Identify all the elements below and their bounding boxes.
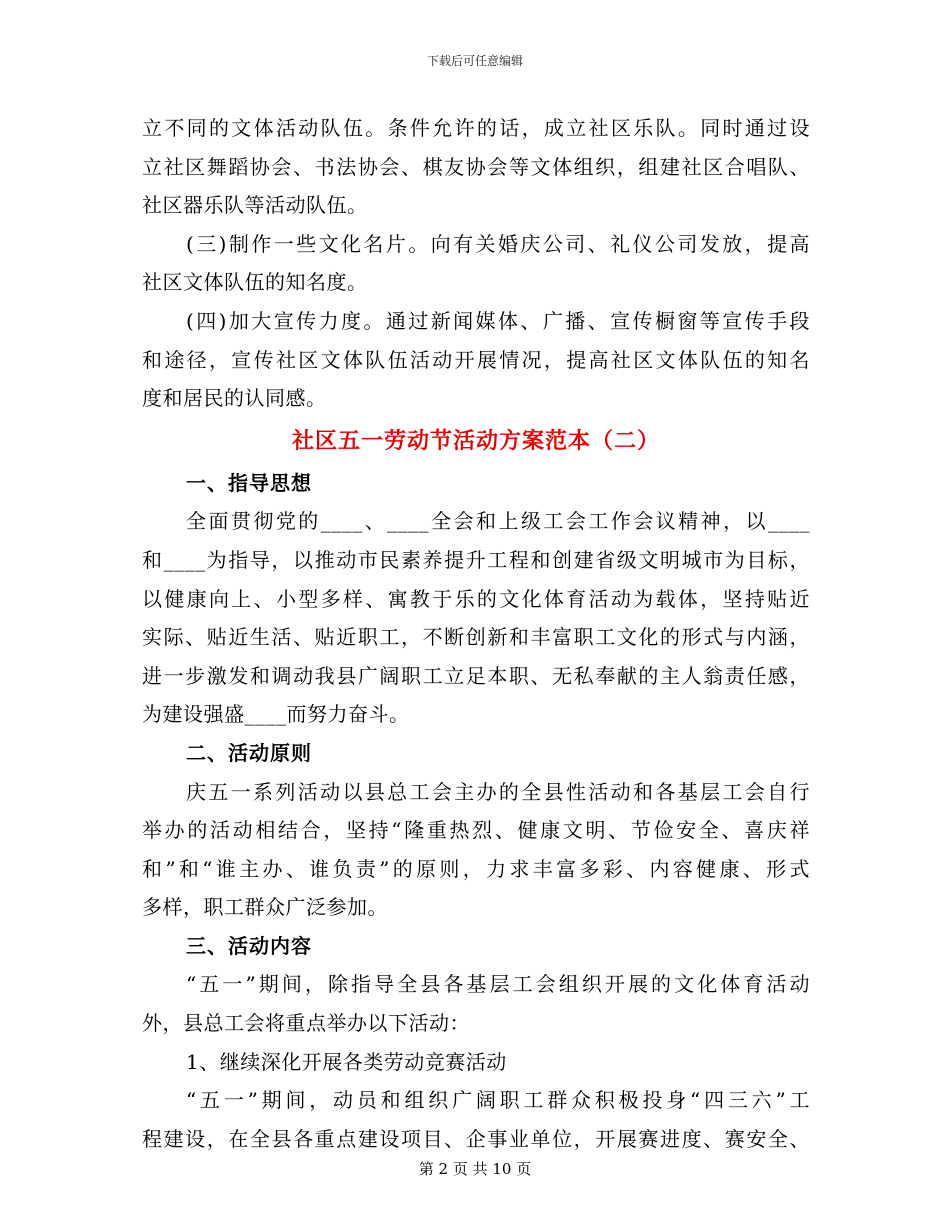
paragraph-teams: [142, 109, 810, 225]
text-line: 和”和“谁主办、谁负责”的原则，力求丰富多彩、内容健康、形式: [142, 856, 810, 881]
text-line: 1、继续深化开展各类劳动竞赛活动: [186, 1049, 507, 1074]
text-line: “五一”期间，动员和组织广阔职工群众积极投身“四三六”工: [186, 1088, 810, 1113]
text-line: 庆五一系列活动以县总工会主办的全县性活动和各基层工会自行: [186, 779, 810, 804]
text-line: 程建设，在全县各重点建设项目、企事业单位，开展赛进度、赛安全、: [142, 1126, 810, 1151]
text-line: 多样，职工群众广泛参加。: [142, 895, 388, 920]
text-line: 和____为指导，以推动市民素养提升工程和创建省级文明城市为目标，: [142, 547, 810, 572]
section-heading: 一、指导思想: [186, 470, 312, 495]
section-heading: 二、活动原则: [186, 740, 312, 765]
text-line: 以健康向上、小型多样、寓教于乐的文化体育活动为载体，坚持贴近: [142, 586, 810, 611]
paragraph-publicity: [142, 302, 810, 418]
paragraph-cards: [142, 225, 810, 302]
text-line: 为建设强盛____而努力奋斗。: [142, 702, 410, 727]
text-line: (四)加大宣传力度。通过新闻媒体、广播、宣传橱窗等宣传手段: [186, 308, 810, 333]
subsection-heading: [142, 1043, 810, 1082]
paragraph-content-intro: [142, 965, 810, 1042]
text-line: 度和居民的认同感。: [142, 386, 327, 411]
document-body: [142, 109, 810, 1158]
text-line: (三)制作一些文化名片。向有关婚庆公司、礼仪公司发放，提高: [186, 231, 810, 256]
text-line: 外，县总工会将重点举办以下活动：: [142, 1011, 470, 1036]
text-line: 实际、贴近生活、贴近职工，不断创新和丰富职工文化的形式与内涵，: [142, 625, 810, 650]
text-line: 立不同的文体活动队伍。条件允许的话，成立社区乐队。同时通过设: [142, 116, 810, 140]
text-line: 进一步激发和调动我县广阔职工立足本职、无私奉献的主人翁责任感，: [142, 663, 810, 688]
paragraph-competition: [142, 1081, 810, 1158]
text-line: 社区文体队伍的知名度。: [142, 270, 368, 295]
text-line: 全面贯彻党的____、____全会和上级工会工作会议精神，以____: [186, 509, 810, 534]
header-note: 下载后可任意编辑: [426, 54, 523, 68]
section-heading: 三、活动内容: [186, 933, 312, 958]
text-line: 和途径，宣传社区文体队伍活动开展情况，提高社区文体队伍的知名: [142, 347, 810, 372]
paragraph-guiding-thought: [142, 502, 810, 734]
document-title: 社区五一劳动节活动方案范本（二）: [291, 428, 660, 454]
text-line: 举办的活动相结合，坚持“隆重热烈、健康文明、节俭安全、喜庆祥: [142, 818, 810, 843]
text-line: 立社区舞蹈协会、书法协会、棋友协会等文体组织，组建社区合唱队、: [142, 154, 810, 179]
text-line: 社区器乐队等活动队伍。: [142, 193, 368, 218]
text-line: “五一”期间，除指导全县各基层工会组织开展的文化体育活动: [186, 972, 810, 997]
paragraph-principles: [142, 773, 810, 927]
page-number: 第 2 页 共 10 页: [418, 1160, 532, 1178]
